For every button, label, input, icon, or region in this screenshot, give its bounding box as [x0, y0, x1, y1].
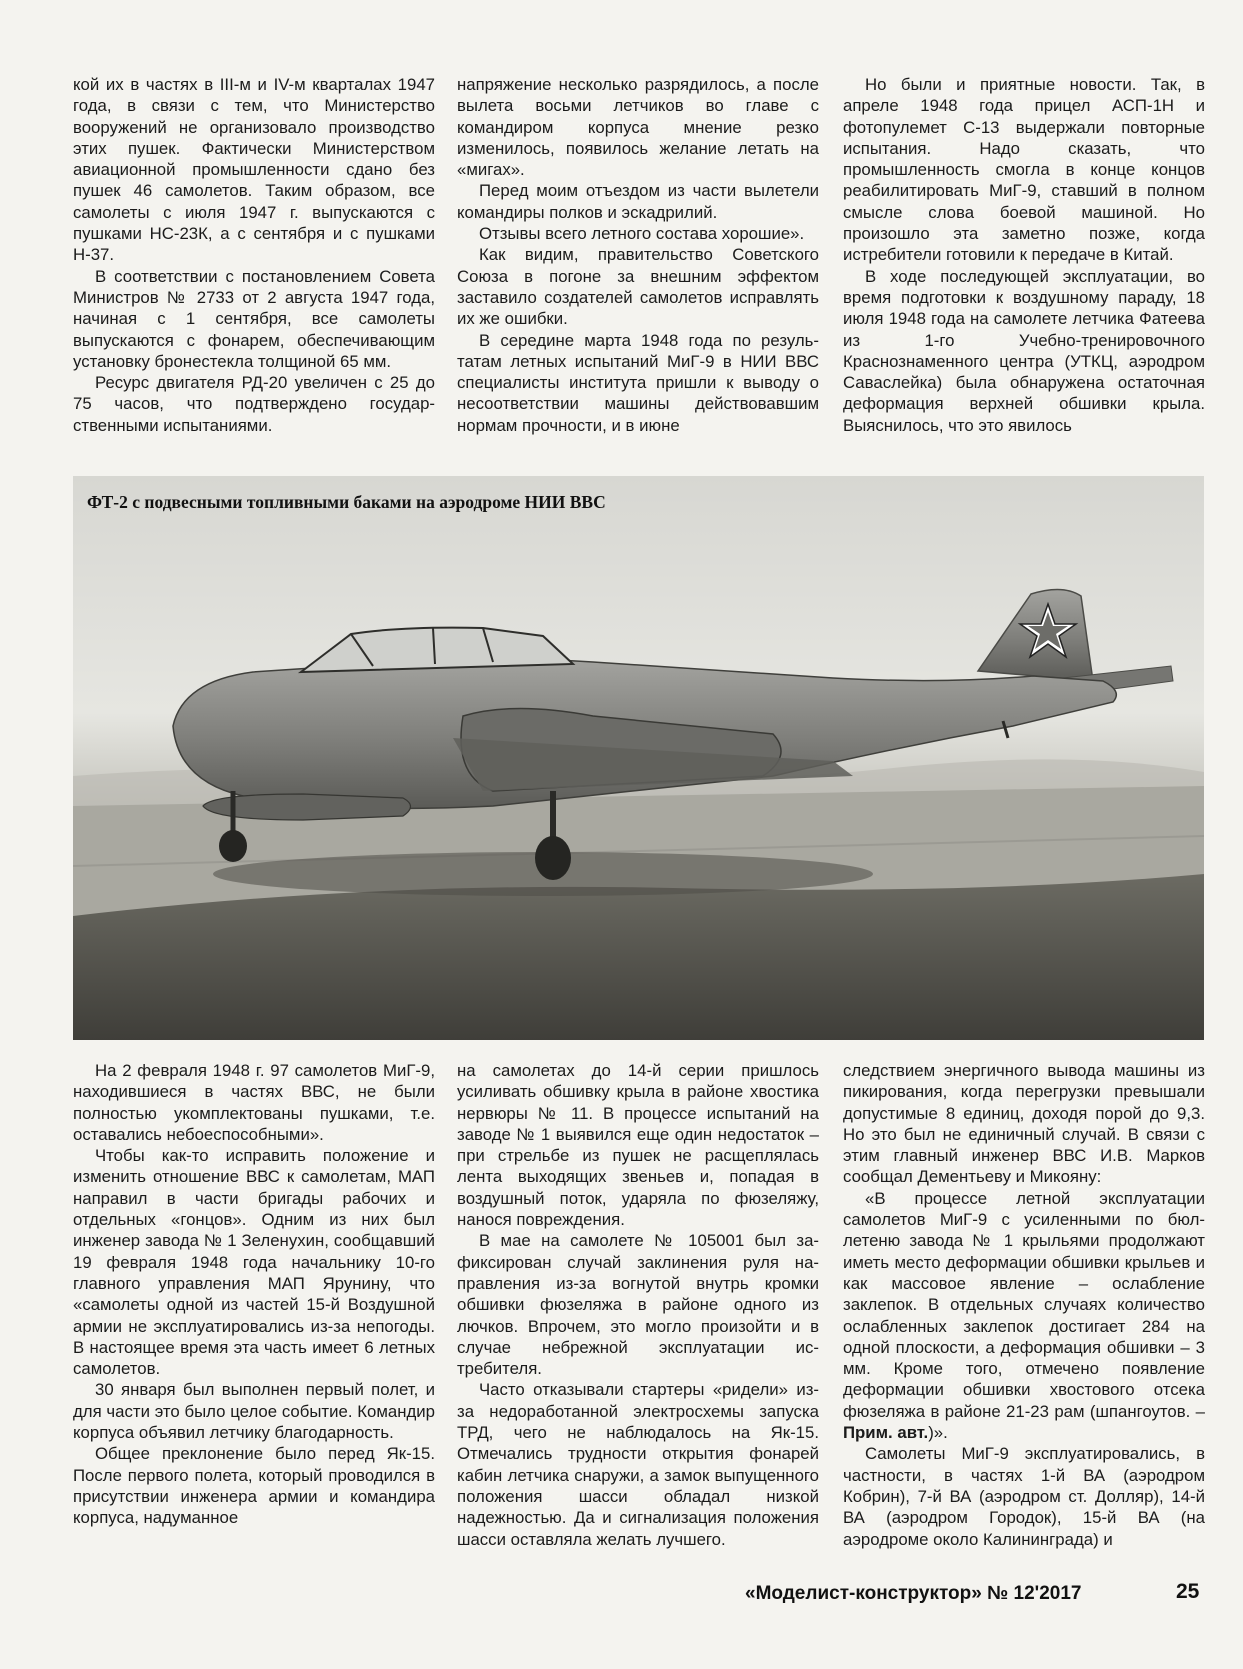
paragraph: [843, 1188, 1205, 1444]
paragraph: [457, 74, 819, 180]
paragraph-text: кой их в частях в III-м и IV-м кварталах 1947 года, в связи с тем, что Министерство вооружений не организовало производство этих пушек. Фактически Министерством авиационной промышленности сдано без пушек 46 самолетов. Таким образом, все самолеты с июля 1947 г. выпускаются с пушками НС-23К, а с сентября и с пушками Н-37.: [73, 75, 435, 265]
paragraph-text: В середине марта 1948 года по результатам летных испытаний МиГ-9 в НИИ ВВС специалисты института пришли к выводу о несоответствии машины действовавшим нормам прочности, и в июне: [457, 330, 819, 435]
text-column-top-2: [457, 74, 819, 436]
text-column-bottom-1: [73, 1060, 435, 1529]
paragraph: [73, 1443, 435, 1528]
paragraph-text: 30 января был выполнен первый полет, и для части это было целое событие. Командир корпуса объявил летчику благодарность.: [73, 1380, 435, 1443]
paragraph: [843, 1443, 1205, 1549]
paragraph-bold-text: Прим. авт.: [843, 1423, 929, 1443]
text-column-top-1: [73, 74, 435, 436]
paragraph: [73, 74, 435, 266]
paragraph-text: Но были и приятные новости. Так, в апреле 1948 года прицел АСП-1Н и фотопулемет С-13 выдержали повторные испытания. Надо сказать, что промышленность смогла в конце концов реабилитировать МиГ-9, ставший в полном смысле слова боевой машиной. Но произошло эта заметно позже, когда истребители готовили к передаче в Китай.: [843, 75, 1205, 265]
paragraph-text: Чтобы как-то исправить положение и изменить отношение ВВС к самолетам, МАП направил в части бригады рабочих и отдельных «гонцов». Одним из них был инженер завода № 1 Зеленухин, сообщавший 19 февраля 1948 года начальнику 10-го главного управления МАП Ярунину, что «самолеты одной из частей 15-й Воздушной армии не эксплуатировались из-за непогоды. В настоящее время эта часть имеет 6 летных самолетов.: [73, 1146, 435, 1379]
text-column-bottom-3: [843, 1060, 1205, 1550]
paragraph: [457, 244, 819, 329]
paragraph: [73, 1145, 435, 1379]
paragraph: [73, 1379, 435, 1443]
paragraph: [457, 330, 819, 436]
paragraph: [457, 1060, 819, 1230]
paragraph: [457, 1230, 819, 1379]
paragraph-text: Общее преклонение было перед Як-15. После первого полета, который проводился в присутствии инженера армии и командира корпуса, надуманное: [73, 1444, 435, 1528]
paragraph: [73, 266, 435, 372]
paragraph: [843, 266, 1205, 436]
paragraph-text: Часто отказывали стартеры «ридели» из-за недоработанной электросхемы запуска ТРД, чего не наблюдалось на Як-15. Отмечались трудности открытия фонарей кабин летчика снаружи, а замок выпущенного положения шасси обладал низкой надежностью. Да и сигнализация положения шасси оставляла желать лучшего.: [457, 1380, 819, 1549]
paragraph-text: На 2 февраля 1948 г. 97 самолетов МиГ-9, находившиеся в частях ВВС, не были полностью укомплектованы пушками, т.е. оставались небоеспособными».: [73, 1061, 435, 1144]
aircraft-photo: [73, 476, 1204, 1040]
paragraph: [843, 1060, 1205, 1188]
paragraph-text: Как видим, правительство Советского Союза в погоне за внешним эффектом заставило создателей самолетов исправлять их же ошибки.: [457, 245, 819, 329]
paragraph-text: Самолеты МиГ-9 эксплуатировались, в частности, в частях 1-й ВА (аэродром Кобрин), 7-й ВА (аэродром ст. Долляр), 14-й ВА (аэродром Городок), 15-й ВА (на аэродроме около Калининграда) и: [843, 1444, 1205, 1549]
text-column-top-3: [843, 74, 1205, 436]
text-column-bottom-2: [457, 1060, 819, 1550]
paragraph-text: Ресурс двигателя РД-20 увеличен с 25 до 75 часов, что подтверждено государственными испытаниями.: [73, 373, 435, 435]
page-number: 25: [1176, 1580, 1200, 1603]
paragraph: [457, 180, 819, 223]
paragraph: [73, 1060, 435, 1145]
paragraph: [843, 74, 1205, 266]
journal-footer: «Моделист-конструктор» № 12'2017: [745, 1583, 1082, 1604]
paragraph-text: Перед моим отъездом из части вылетели командиры полков и эскадрилий.: [457, 181, 819, 222]
paragraph-text: В мае на самолете № 105001 был зафиксирован случай заклинения руля направления из-за вогнутой внутрь кромки обшивки фюзеляжа в районе одного из лючков. Впрочем, это могло произойти и в случае небрежной эксплуатации истребителя.: [457, 1231, 819, 1379]
paragraph-text: напряжение несколько разрядилось, а после вылета восьми летчиков во главе с командиром корпуса мнение резко изменилось, появилось желание летать на «мигах».: [457, 75, 819, 180]
paragraph-text: «В процессе летной эксплуатации самолетов МиГ-9 с усиленными по бюллетеню завода № 1 крыльями продолжают иметь место деформации обшивки крыльев и как массовое явление – ослабление заклепок. В отдельных случаях количество ослабленных заклепок достигает 284 на одной плоскости, а деформация обшивки – 3 мм. Кроме того, отмечено появление деформации обшивки хвостового отсека фюзеляжа в районе 21-23 рам (шпангоутов. –: [843, 1188, 1205, 1421]
aircraft-illustration: [73, 476, 1204, 1040]
paragraph: [457, 223, 819, 244]
paragraph-text-tail: )».: [928, 1423, 948, 1443]
paragraph-text: на самолетах до 14-й серии пришлось усиливать обшивку крыла в районе хвостика нервюры № 11. В процессе испытаний на заводе № 1 выявился еще один недостаток – при стрельбе из пушек не расщеплялась лента выходящих звеньев и, попадая в воздушный поток, ударяла по фюзеляжу, нанося повреждения.: [457, 1061, 819, 1230]
photo-caption: ФТ-2 с подвесными топливными баками на аэродроме НИИ ВВС: [87, 492, 606, 512]
paragraph-text: следствием энергичного вывода машины из пикирования, когда перегрузки превышали допустимые 8 единиц, доходя порой до 9,3. Но это был не единичный случай. В связи с этим главный инженер ВВС И.В. Марков сообщал Дементьеву и Микояну:: [843, 1061, 1205, 1187]
paragraph-text: Отзывы всего летного состава хорошие».: [479, 224, 805, 244]
paragraph-text: В соответствии с постановлением Совета Министров № 2733 от 2 августа 1947 года, начиная с 1 сентября, все самолеты выпускаются с фонарем, обеспечивающим установку бронестекла толщиной 65 мм.: [73, 266, 435, 371]
paragraph: [73, 372, 435, 436]
paragraph-text: В ходе последующей эксплуатации, во время подготовки к воздушному параду, 18 июля 1948 года на самолете летчика Фатеева из 1-го Учебно-тренировочного Краснознаменного центра (УТКЦ, аэродром Саваслейка) была обнаружена остаточная деформация верхней обшивки крыла. Выяснилось, что это явилось: [843, 266, 1205, 435]
paragraph: [457, 1379, 819, 1549]
